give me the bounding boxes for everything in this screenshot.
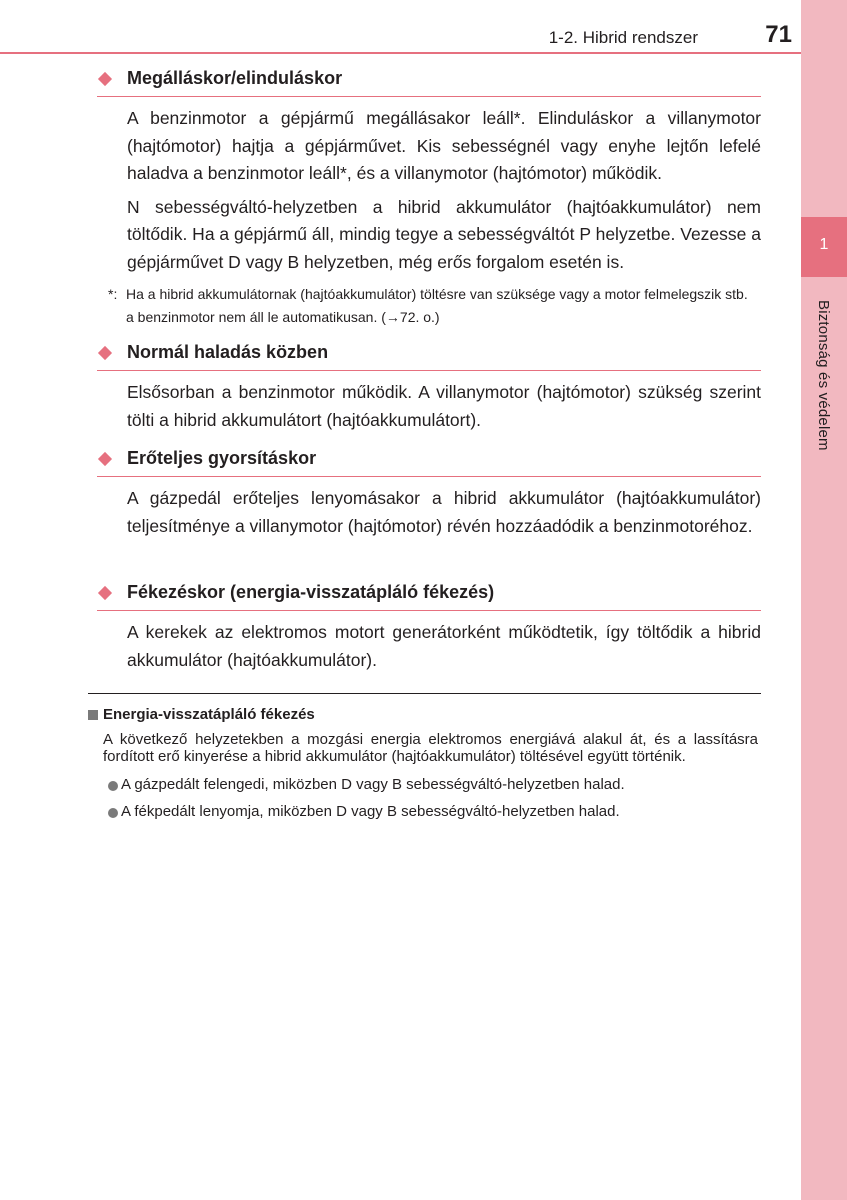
section-heading (97, 580, 761, 611)
footnote-text: Ha a hibrid akkumulátornak (hajtóakkumulátor) töltésre van szüksége vagy a motor felmelegszik stb. a benzinmotor nem áll le automatikusan. (→72. o.) (126, 286, 748, 325)
section-heading (97, 446, 761, 477)
chapter-number: 1 (819, 236, 829, 253)
note-text: A következő helyzetekben a mozgási energia elektromos energiává alakul át, és a lassításra fordított erő kinyerése a hibrid akkumulátor (hajtóakkumulátor) töltésével együtt történik. (103, 731, 758, 765)
section-normal-driving (97, 340, 761, 434)
section-acceleration (97, 446, 761, 540)
diamond-bullet-icon (98, 452, 112, 466)
paragraph: N sebességváltó-helyzetben a hibrid akkumulátor (hajtóakkumulátor) nem töltődik. Ha a gépjármű áll, mindig tegye a sebességváltót P helyzetbe. Vezesse a gépjárművet D vagy B helyzetben, még erős forgalom esetén is. (127, 196, 761, 272)
section-heading-text: Erőteljes gyorsításkor (127, 448, 317, 468)
paragraph: Elsősorban a benzinmotor működik. A villanymotor (hajtómotor) szükség szerint tölti a hibrid akkumulátort (hajtóakkumulátort). (127, 382, 761, 430)
section-heading-text: Fékezéskor (energia-visszatápláló fékezés) (127, 582, 495, 602)
section-heading (97, 340, 761, 371)
section-stop-start (97, 66, 761, 276)
diamond-bullet-icon (98, 72, 112, 86)
diamond-bullet-icon (98, 586, 112, 600)
chapter-sidebar (801, 0, 847, 1200)
round-bullet-icon (108, 808, 118, 818)
list-item (88, 803, 758, 820)
page-number: 71 (765, 21, 792, 48)
diamond-bullet-icon (98, 346, 112, 360)
chapter-title: Biztonság és védelem (815, 300, 832, 451)
note-heading (88, 705, 758, 727)
header-divider (0, 52, 801, 54)
footnote-mark: *: (108, 286, 118, 302)
list-item-text: A fékpedált lenyomja, miközben D vagy B sebességváltó-helyzetben halad. (121, 803, 620, 820)
note-title: Energia-visszatápláló fékezés (103, 706, 315, 723)
paragraph: A kerekek az elektromos motort generátorként működtetik, így töltődik a hibrid akkumulátor (hajtóakkumulátor). (127, 622, 761, 670)
note-box (88, 705, 758, 820)
paragraph: A gázpedál erőteljes lenyomásakor a hibrid akkumulátor (hajtóakkumulátor) teljesítménye a villanymotor (hajtómotor) révén hozzáadódik a benzinmotoréhoz. (127, 488, 761, 536)
section-heading-text: Megálláskor/elinduláskor (127, 68, 343, 88)
section-heading (97, 66, 761, 97)
note-divider (88, 693, 761, 694)
paragraph: A benzinmotor a gépjármű megállásakor leáll*. Elinduláskor a villanymotor (hajtómotor) hajtja a gépjárművet. Kis sebességnél vagy enyhe lejtőn lefelé haladva a benzinmotor leáll*, és a villanymotor (hajtómotor) működik. (127, 108, 761, 183)
square-bullet-icon (88, 710, 98, 720)
round-bullet-icon (108, 781, 118, 791)
section-heading-text: Normál haladás közben (127, 342, 329, 362)
list-item-text: A gázpedált felengedi, miközben D vagy B sebességváltó-helyzetben halad. (121, 776, 625, 793)
section-title: 1-2. Hibrid rendszer (548, 28, 698, 47)
section-braking (97, 580, 761, 674)
list-item (88, 776, 758, 793)
footnote (108, 283, 758, 329)
